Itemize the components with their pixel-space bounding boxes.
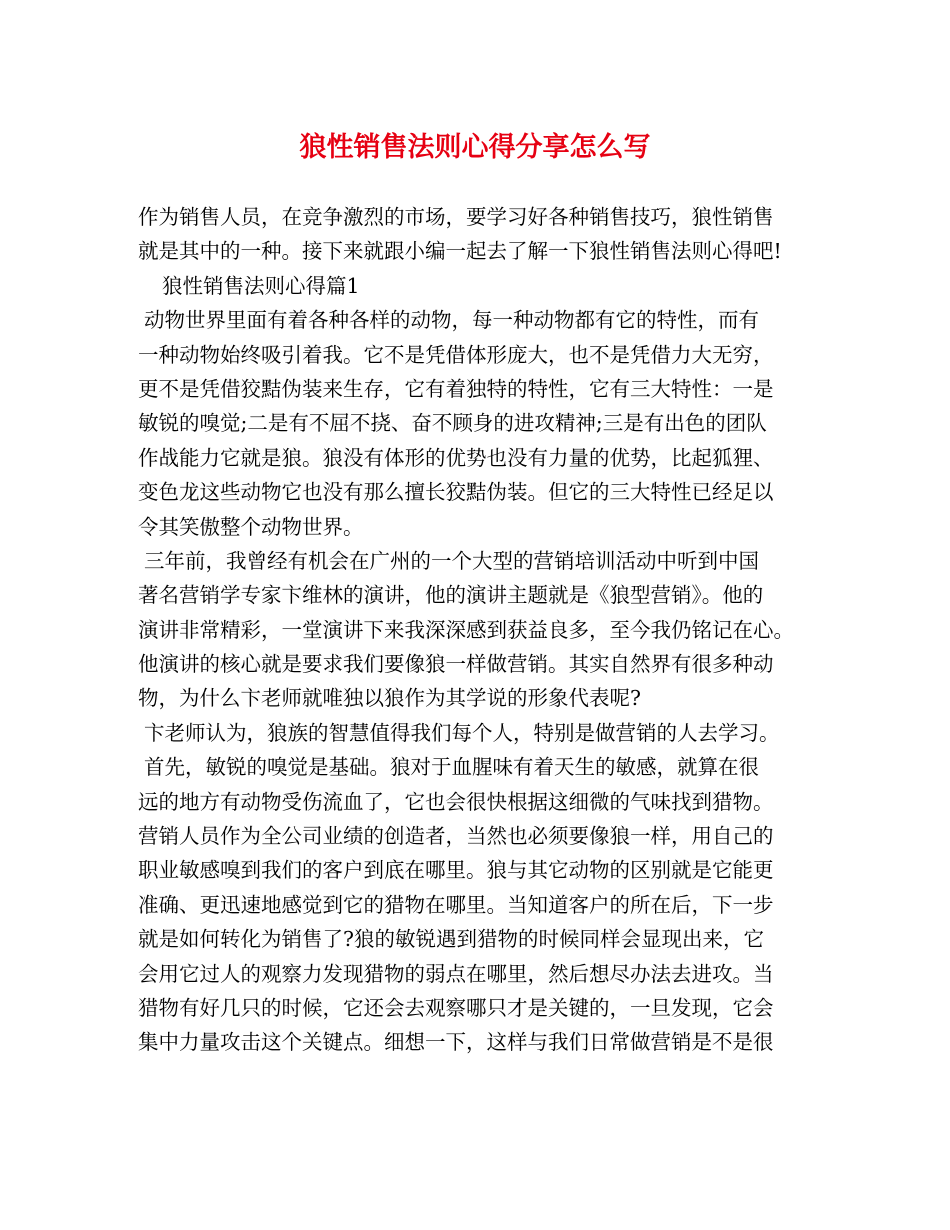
document-body bbox=[138, 200, 828, 1060]
body-line: 职业敏感嗅到我们的客户到底在哪里。狼与其它动物的区别就是它能更 bbox=[138, 858, 774, 883]
body-line: 著名营销学专家卞维林的演讲，他的演讲主题就是《狼型营销》。他的 bbox=[138, 583, 764, 608]
body-line: 变色龙这些动物它也没有那么擅长狡黠伪装。但它的三大特性已经足以 bbox=[138, 480, 774, 505]
body-line: 作为销售人员，在竞争激烈的市场，要学习好各种销售技巧，狼性销售 bbox=[138, 205, 774, 229]
document-title: 狼性销售法则心得分享怎么写 bbox=[299, 132, 651, 163]
body-line: 他演讲的核心就是要求我们要像狼一样做营销。其实自然界有很多种动 bbox=[138, 652, 774, 677]
body-line: 动物世界里面有着各种各样的动物，每一种动物都有它的特性，而有 bbox=[144, 308, 759, 333]
body-line: 营销人员作为全公司业绩的创造者，当然也必须要像狼一样，用自己的 bbox=[138, 824, 774, 849]
body-line: 令其笑傲整个动物世界。 bbox=[138, 514, 364, 539]
body-line: 集中力量攻击这个关键点。细想一下，这样与我们日常做营销是不是很 bbox=[138, 1030, 774, 1055]
body-line: 敏锐的嗅觉;二是有不屈不挠、奋不顾身的进攻精神;三是有出色的团队 bbox=[138, 411, 767, 436]
body-line: 狼性销售法则心得篇1 bbox=[162, 273, 360, 298]
body-line: 三年前，我曾经有机会在广州的一个大型的营销培训活动中听到中国 bbox=[144, 548, 759, 573]
body-line: 准确、更迅速地感觉到它的猎物在哪里。当知道客户的所在后，下一步 bbox=[138, 892, 774, 917]
body-line: 一种动物始终吸引着我。它不是凭借体形庞大，也不是凭借力大无穷， bbox=[138, 342, 774, 367]
body-line: 更不是凭借狡黠伪装来生存，它有着独特的特性，它有三大特性：一是 bbox=[138, 376, 774, 401]
body-line: 卞老师认为，狼族的智慧值得我们每个人，特别是做营销的人去学习。 bbox=[144, 720, 780, 745]
body-line: 首先，敏锐的嗅觉是基础。狼对于血腥味有着天生的敏感，就算在很 bbox=[144, 755, 759, 780]
body-line: 远的地方有动物受伤流血了，它也会很快根据这细微的气味找到猎物。 bbox=[138, 789, 774, 814]
body-line: 就是如何转化为销售了?狼的敏锐遇到猎物的时候同样会显现出来，它 bbox=[138, 927, 764, 952]
body-line: 猎物有好几只的时候，它还会去观察哪只才是关键的，一旦发现，它会 bbox=[138, 995, 774, 1020]
body-line: 会用它过人的观察力发现猎物的弱点在哪里，然后想尽办法去进攻。当 bbox=[138, 961, 774, 986]
body-line: 演讲非常精彩，一堂演讲下来我深深感到获益良多，至今我仍铭记在心。 bbox=[138, 617, 794, 642]
body-line: 作战能力它就是狼。狼没有体形的优势也没有力量的优势，比起狐狸、 bbox=[138, 445, 774, 470]
body-line: 就是其中的一种。接下来就跟小编一起去了解一下狼性销售法则心得吧! bbox=[138, 239, 782, 264]
body-line: 物，为什么卞老师就唯独以狼作为其学说的形象代表呢? bbox=[138, 686, 641, 711]
